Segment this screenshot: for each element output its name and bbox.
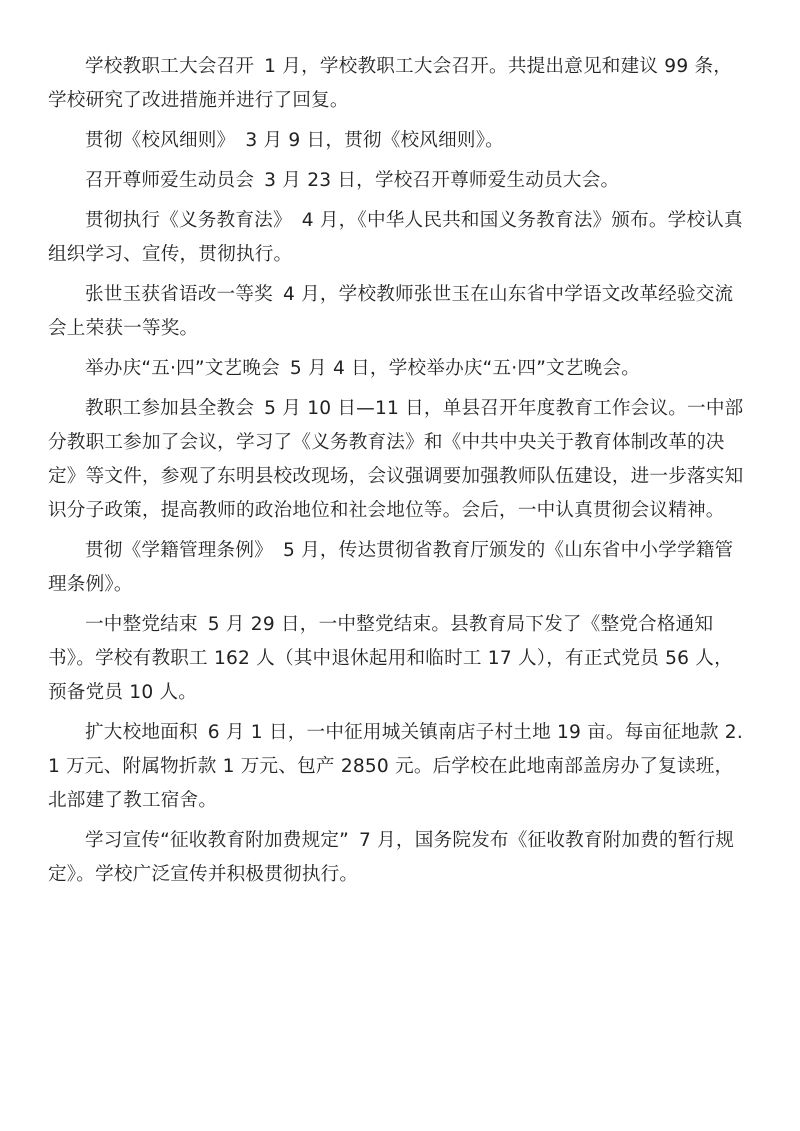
entry-text: 1 月，学校教职工大会召开。共提出意见和建议 99 条，学校研究了改进措施并进行了回复。 xyxy=(48,56,733,111)
entry-education-surcharge xyxy=(48,824,750,892)
entry-title: 教职工参加县全教会 xyxy=(85,398,255,419)
entry-compulsory-education-law xyxy=(48,204,750,272)
entry-campus-expansion xyxy=(48,716,750,818)
entry-may-fourth-gala xyxy=(48,352,750,386)
entry-title: 举办庆“五·四”文艺晚会 xyxy=(85,358,280,379)
entry-title: 扩大校地面积 xyxy=(85,722,198,743)
entry-text: 6 月 1 日，一中征用城关镇南店子村土地 19 亩。每亩征地款 2.1 万元、附属物折款 1 万元、包产 2850 元。后学校在此地南部盖房办了复读班，北部建了教工宿舍。 xyxy=(48,722,743,811)
entry-title: 学习宣传“征收教育附加费规定” xyxy=(85,830,349,851)
entry-language-award xyxy=(48,278,750,346)
entry-title: 贯彻《校风细则》 xyxy=(85,130,236,151)
document-body xyxy=(48,50,750,898)
entry-text: 5 月，传达贯彻省教育厅颁发的《山东省中小学学籍管理条例》。 xyxy=(48,540,734,595)
entry-title: 一中整党结束 xyxy=(85,614,198,635)
entry-text: 4 月，学校教师张世玉在山东省中学语文改革经验交流会上荣获一等奖。 xyxy=(48,284,734,339)
entry-title: 张世玉获省语改一等奖 xyxy=(85,284,273,305)
entry-student-records xyxy=(48,534,750,602)
entry-party-rectification xyxy=(48,608,750,710)
entry-text: 3 月 9 日，贯彻《校风细则》。 xyxy=(245,130,504,151)
entry-title: 学校教职工大会召开 xyxy=(85,56,255,77)
entry-text: 7 月，国务院发布《征收教育附加费的暂行规定》。学校广泛宣传并积极贯彻执行。 xyxy=(48,830,735,885)
entry-text: 5 月 4 日，学校举办庆“五·四”文艺晚会。 xyxy=(289,358,640,379)
entry-title: 贯彻执行《义务教育法》 xyxy=(85,210,292,231)
entry-text: 5 月 29 日，一中整党结束。县教育局下发了《整党合格通知书》。学校有教职工 162 人（其中退休起用和临时工 17 人），有正式党员 56 人，预备党员 10 人。 xyxy=(48,614,733,703)
entry-staff-congress xyxy=(48,50,750,118)
entry-county-education-meeting xyxy=(48,392,750,528)
entry-title: 贯彻《学籍管理条例》 xyxy=(85,540,273,561)
entry-text: 3 月 23 日，学校召开尊师爱生动员大会。 xyxy=(264,170,620,191)
entry-respect-teachers xyxy=(48,164,750,198)
entry-text: 5 月 10 日—11 日，单县召开年度教育工作会议。一中部分教职工参加了会议，学习了《义务教育法》和《中共中央关于教育体制改革的决定》等文件，参观了东明县校改现场，会议强调要加强教师队伍建设，进一步落实知识分子政策，提高教师的政治地位和社会地位等。会后，一中认真贯彻会议精神。 xyxy=(48,398,744,521)
entry-title: 召开尊师爱生动员会 xyxy=(85,170,255,191)
entry-text: 4 月，《中华人民共和国义务教育法》颁布。学校认真组织学习、宣传，贯彻执行。 xyxy=(48,210,743,265)
entry-school-rules xyxy=(48,124,750,158)
